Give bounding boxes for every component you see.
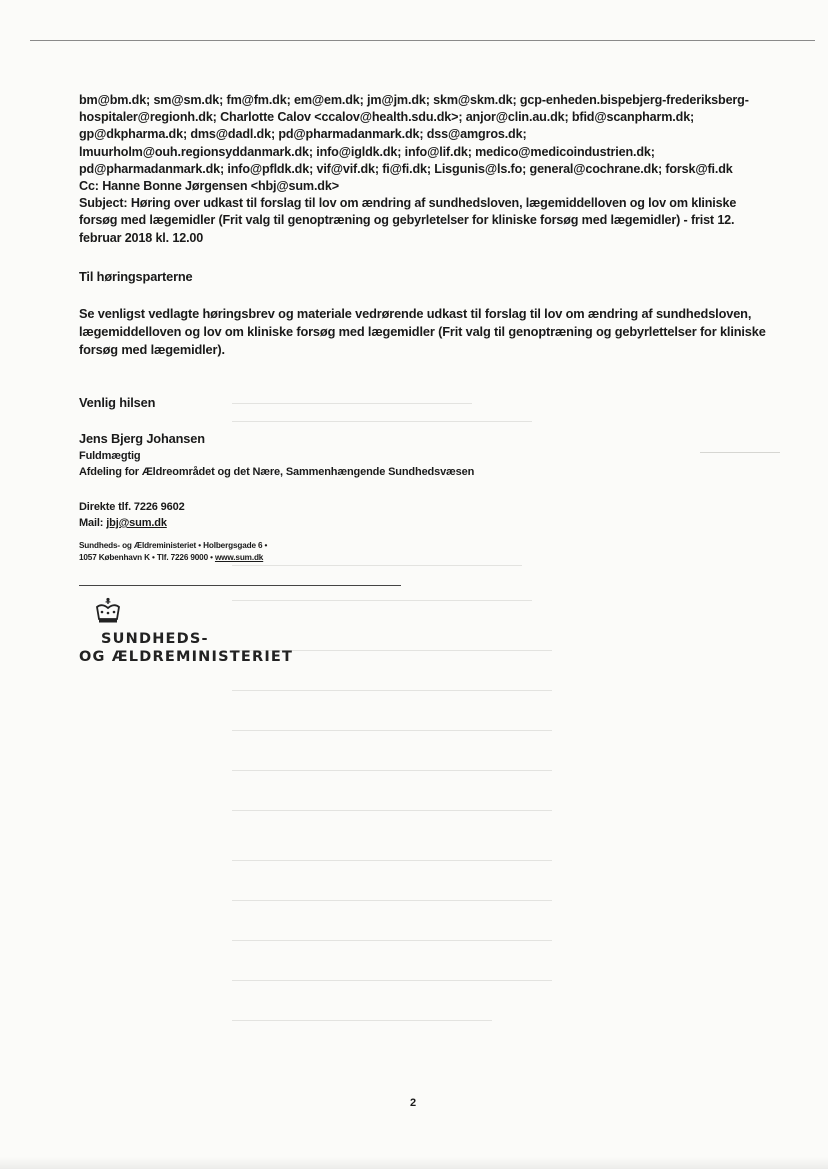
recipients-line: gp@dkpharma.dk; dms@dadl.dk; pd@pharmadanmark.dk; dss@amgros.dk; [79, 127, 527, 142]
body-line: forsøg med lægemidler). [79, 342, 225, 357]
address-block [79, 540, 769, 564]
contact-block [79, 499, 769, 531]
scan-edge [0, 1157, 828, 1169]
mail-label: Mail: [79, 517, 107, 529]
closing: Venlig hilsen [79, 395, 156, 410]
bleed-through-line [232, 770, 552, 771]
mail-line [79, 515, 769, 531]
bleed-through-line [232, 940, 552, 941]
header-rule [30, 40, 815, 41]
recipients-line: pd@pharmadanmark.dk; info@pfldk.dk; vif@vif.dk; fi@fi.dk; Lisgunis@ls.fo; general@cochrane.dk; forsk@fi.dk [79, 161, 733, 176]
subject-line: Subject: Høring over udkast til forslag til lov om ændring af sundhedsloven, lægemiddelloven og lov om kliniske [79, 196, 737, 211]
recipients-line: lmuurholm@ouh.regionsyddanmark.dk; info@igldk.dk; info@lif.dk; medico@medicoindustrien.dk; [79, 144, 655, 159]
address-line-text: 1057 København K • Tlf. 7226 9000 • [79, 553, 215, 562]
ministry-logo [79, 597, 294, 677]
signature-title: Fuldmægtig [79, 450, 141, 462]
body-line: lægemiddelloven og lov om kliniske forsøg med lægemidler (Frit valg til genoptræning og gebyrlettelser for kliniske [79, 324, 766, 339]
body-line: Se venligst vedlagte høringsbrev og materiale vedrørende udkast til forslag til lov om ændring af sundhedsloven, [79, 306, 752, 321]
signature-rule [79, 585, 401, 586]
address-line [79, 552, 769, 564]
cc-line: Cc: Hanne Bonne Jørgensen <hbj@sum.dk> [79, 179, 339, 194]
crown-icon [93, 597, 123, 627]
logo-text-line2: OG ÆLDREMINISTERIET [79, 649, 294, 665]
recipients-line: bm@bm.dk; sm@sm.dk; fm@fm.dk; em@em.dk; jm@jm.dk; skm@skm.dk; gcp-enheden.bispebjerg-frederiksberg- [79, 93, 749, 107]
subject-line: februar 2018 kl. 12.00 [79, 230, 204, 245]
bleed-through-line [232, 900, 552, 901]
salutation: Til høringsparterne [79, 269, 193, 284]
signature-department: Afdeling for Ældreområdet og det Nære, Sammenhængende Sundhedsvæsen [79, 466, 475, 478]
logo-text-line1: SUNDHEDS- [101, 631, 209, 647]
bleed-through-line [232, 565, 522, 566]
phone: Direkte tlf. 7226 9602 [79, 501, 185, 513]
bleed-through-line [232, 421, 532, 422]
subject-line: forsøg med lægemidler (Frit valg til genoptræning og gebyrletelser for kliniske forsøg med lægemidler) - frist 12. [79, 213, 735, 228]
bleed-through-line [232, 860, 552, 861]
email-header [79, 92, 769, 247]
mail-link[interactable]: jbj@sum.dk [106, 517, 167, 529]
signature-block [79, 429, 769, 480]
bleed-through-line [232, 730, 552, 731]
body-paragraph [79, 305, 769, 359]
bleed-through-line [232, 980, 552, 981]
bleed-through-line [232, 690, 552, 691]
page-number: 2 [410, 1097, 417, 1109]
website-link[interactable]: www.sum.dk [214, 553, 264, 562]
bleed-through-line [232, 810, 552, 811]
signature-name: Jens Bjerg Johansen [79, 431, 205, 446]
address-line: Sundheds- og Ældreministeriet • Holbergsgade 6 • [79, 541, 268, 550]
bleed-through-line [232, 1020, 492, 1021]
recipients-line: hospitaler@regionh.dk; Charlotte Calov <ccalov@health.sdu.dk>; anjor@clin.au.dk; bfid@scanpharm.dk; [79, 110, 695, 125]
